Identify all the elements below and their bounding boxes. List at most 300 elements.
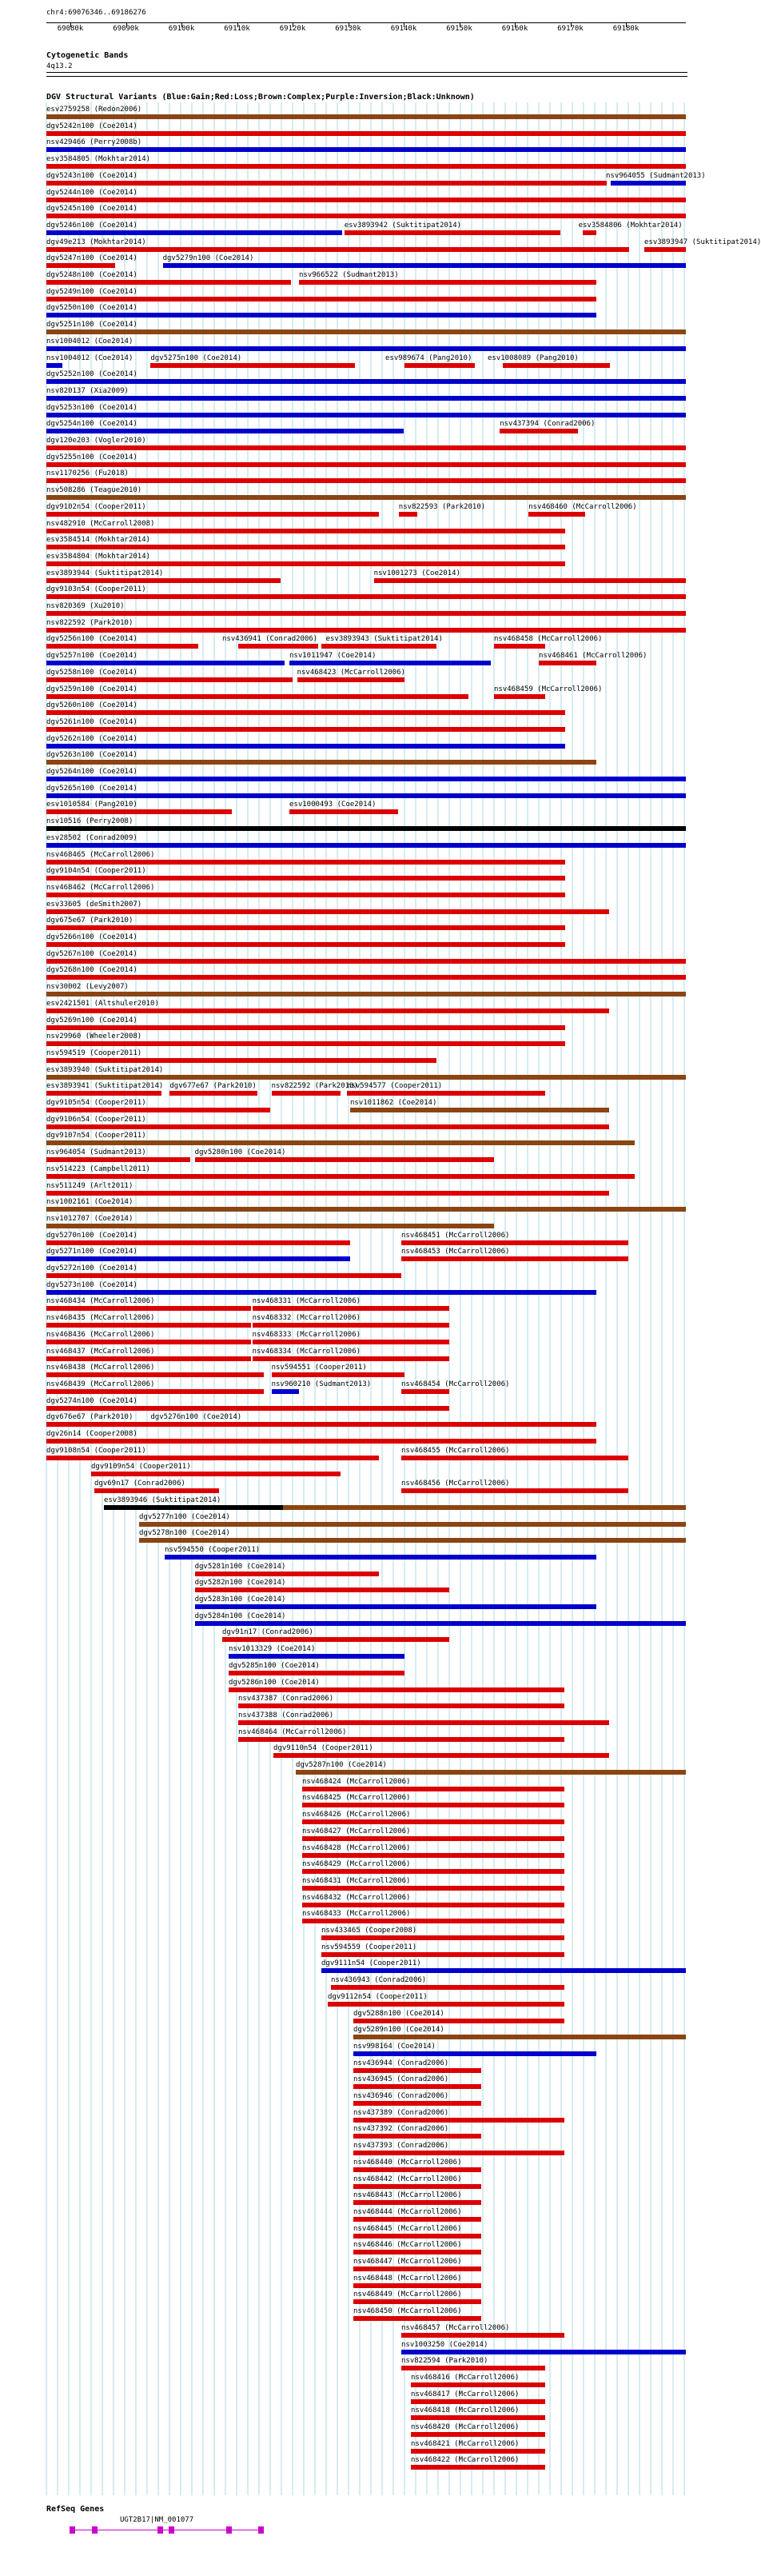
variant-bar-red[interactable] — [401, 2366, 545, 2370]
variant-label[interactable]: dgv5274n100 (Coe2014) — [46, 1396, 137, 1405]
variant-bar-red[interactable] — [411, 2399, 545, 2404]
variant-label[interactable]: nsv433465 (Cooper2008) — [321, 1927, 417, 1935]
variant-label[interactable]: dgv5264n100 (Coe2014) — [46, 768, 137, 776]
variant-bar-red[interactable] — [302, 1819, 564, 1824]
variant-bar-blue[interactable] — [289, 661, 491, 665]
variant-bar-red[interactable] — [46, 710, 565, 715]
variant-bar-blue[interactable] — [165, 1555, 596, 1560]
variant-label[interactable]: dgv5245n100 (Coe2014) — [46, 205, 137, 214]
variant-label[interactable]: esv3584806 (Mokhtar2014) — [578, 221, 683, 230]
variant-label[interactable]: nsv437388 (Conrad2006) — [238, 1711, 334, 1719]
variant-label[interactable]: nsv468449 (McCarroll2006) — [353, 2290, 462, 2299]
variant-bar-red[interactable] — [46, 1008, 609, 1013]
variant-label[interactable]: nsv437392 (Conrad2006) — [353, 2125, 449, 2134]
variant-bar-brown[interactable] — [46, 1207, 686, 1212]
variant-bar-red[interactable] — [302, 1903, 564, 1907]
variant-bar-red[interactable] — [401, 2333, 564, 2338]
variant-label[interactable]: dgv5272n100 (Coe2014) — [46, 1264, 137, 1272]
variant-bar-brown[interactable] — [46, 1140, 635, 1145]
variant-bar-red[interactable] — [353, 2200, 481, 2205]
variant-bar-red[interactable] — [253, 1340, 449, 1344]
variant-label[interactable]: dgv5269n100 (Coe2014) — [46, 1016, 137, 1024]
variant-label[interactable]: dgv5277n100 (Coe2014) — [139, 1512, 230, 1521]
variant-label[interactable]: nsv29960 (Wheeler2008) — [46, 1032, 142, 1041]
variant-bar-red[interactable] — [404, 363, 475, 368]
variant-label[interactable]: dgv5257n100 (Coe2014) — [46, 652, 137, 661]
variant-bar-red[interactable] — [150, 363, 354, 368]
variant-bar-brown[interactable] — [46, 329, 686, 334]
variant-bar-red[interactable] — [46, 561, 565, 566]
variant-bar-blue[interactable] — [46, 379, 686, 384]
variant-label[interactable]: nsv468457 (McCarroll2006) — [401, 2323, 510, 2332]
variant-bar-red[interactable] — [253, 1306, 449, 1311]
variant-bar-red[interactable] — [494, 644, 545, 649]
variant-bar-red[interactable] — [253, 1356, 449, 1361]
variant-label[interactable]: nsv436941 (Conrad2006) — [222, 635, 318, 644]
variant-bar-red[interactable] — [46, 694, 468, 699]
variant-bar-red[interactable] — [46, 1108, 270, 1112]
variant-label[interactable]: nsv822594 (Park2010) — [401, 2357, 488, 2366]
variant-label[interactable]: nsv437394 (Conrad2006) — [500, 420, 596, 429]
variant-bar-red[interactable] — [229, 1671, 404, 1675]
variant-bar-red[interactable] — [46, 1240, 350, 1245]
variant-bar-red[interactable] — [46, 1306, 251, 1311]
variant-bar-blue[interactable] — [272, 1389, 299, 1394]
variant-label[interactable]: nsv468418 (McCarroll2006) — [411, 2406, 520, 2415]
variant-label[interactable]: esv3584805 (Mokhtar2014) — [46, 155, 151, 164]
variant-bar-red[interactable] — [46, 297, 596, 302]
variant-bar-red[interactable] — [222, 1637, 449, 1642]
variant-label[interactable]: dgv5273n100 (Coe2014) — [46, 1280, 137, 1289]
variant-bar-red[interactable] — [411, 2415, 545, 2420]
variant-label[interactable]: dgv5286n100 (Coe2014) — [229, 1678, 320, 1687]
variant-bar-red[interactable] — [503, 363, 610, 368]
variant-label[interactable]: nsv468331 (McCarroll2006) — [252, 1297, 361, 1306]
variant-bar-red[interactable] — [345, 230, 560, 235]
variant-label[interactable]: esv3893940 (Suktitipat2014) — [46, 1065, 164, 1074]
variant-bar-red[interactable] — [46, 1273, 401, 1278]
variant-label[interactable]: nsv468422 (McCarroll2006) — [411, 2456, 520, 2465]
variant-label[interactable]: nsv436943 (Conrad2006) — [331, 1976, 427, 1985]
variant-bar-red[interactable] — [46, 164, 686, 169]
variant-bar-brown[interactable] — [350, 1108, 609, 1112]
variant-bar-red[interactable] — [253, 1323, 449, 1328]
variant-bar-blue[interactable] — [46, 793, 686, 798]
variant-bar-black[interactable] — [104, 1505, 283, 1510]
variant-label[interactable]: nsv1004012 (Coe2014) — [46, 337, 133, 345]
variant-label[interactable]: nsv468424 (McCarroll2006) — [302, 1777, 411, 1786]
variant-label[interactable]: nsv468426 (McCarroll2006) — [302, 1811, 411, 1819]
variant-bar-blue[interactable] — [46, 396, 686, 401]
variant-label[interactable]: nsv964055 (Sudmant2013) — [606, 171, 706, 180]
variant-bar-red[interactable] — [150, 1422, 596, 1427]
variant-label[interactable]: dgv5253n100 (Coe2014) — [46, 403, 137, 412]
variant-bar-blue[interactable] — [46, 413, 686, 417]
variant-label[interactable]: dgv5249n100 (Coe2014) — [46, 287, 137, 296]
variant-label[interactable]: nsv468437 (McCarroll2006) — [46, 1347, 155, 1356]
variant-bar-brown[interactable] — [139, 1538, 686, 1543]
variant-bar-red[interactable] — [353, 2084, 481, 2089]
variant-label[interactable]: nsv1013329 (Coe2014) — [229, 1645, 316, 1654]
variant-label[interactable]: nsv960210 (Sudmant2013) — [271, 1380, 372, 1388]
variant-label[interactable]: dgv49e213 (Mokhtar2014) — [46, 238, 146, 246]
variant-label[interactable]: dgv5279n100 (Coe2014) — [162, 254, 254, 263]
variant-bar-red[interactable] — [302, 1803, 564, 1807]
variant-label[interactable]: dgv5242n100 (Coe2014) — [46, 122, 137, 130]
variant-bar-red[interactable] — [353, 2101, 481, 2106]
variant-bar-red[interactable] — [321, 1935, 564, 1940]
variant-bar-red[interactable] — [46, 1025, 565, 1030]
variant-bar-red[interactable] — [353, 2283, 481, 2288]
variant-label[interactable]: esv3893941 (Suktitipat2014) — [46, 1082, 164, 1091]
variant-bar-blue[interactable] — [195, 1604, 596, 1609]
variant-bar-red[interactable] — [353, 2266, 481, 2271]
variant-label[interactable]: nsv1011947 (Coe2014) — [289, 652, 377, 661]
variant-bar-red[interactable] — [46, 611, 686, 616]
variant-label[interactable]: nsv468458 (McCarroll2006) — [494, 635, 603, 644]
variant-bar-brown[interactable] — [161, 1075, 686, 1080]
variant-label[interactable]: dgv5287n100 (Coe2014) — [296, 1761, 387, 1769]
variant-bar-red[interactable] — [353, 2167, 481, 2172]
variant-bar-blue[interactable] — [46, 346, 686, 351]
variant-label[interactable]: dgv9107n54 (Cooper2011) — [46, 1132, 146, 1140]
variant-bar-blue[interactable] — [46, 1290, 596, 1295]
variant-bar-red[interactable] — [46, 1439, 596, 1444]
variant-label[interactable]: nsv468421 (McCarroll2006) — [411, 2439, 520, 2448]
variant-bar-brown[interactable] — [283, 1505, 686, 1510]
variant-bar-red[interactable] — [353, 2118, 564, 2123]
variant-bar-red[interactable] — [353, 2134, 481, 2139]
variant-label[interactable]: nsv482910 (McCarroll2008) — [46, 519, 155, 528]
variant-bar-red[interactable] — [331, 1985, 564, 1990]
variant-bar-blue[interactable] — [163, 263, 686, 268]
variant-label[interactable]: nsv468455 (McCarroll2006) — [401, 1446, 510, 1455]
variant-label[interactable]: nsv468451 (McCarroll2006) — [401, 1231, 510, 1240]
variant-label[interactable]: esv1010584 (Pang2010) — [46, 801, 137, 809]
variant-label[interactable]: dgv5247n100 (Coe2014) — [46, 254, 137, 263]
variant-label[interactable]: dgv120e203 (Vogler2010) — [46, 437, 146, 445]
variant-bar-red[interactable] — [46, 1157, 190, 1162]
variant-bar-red[interactable] — [46, 1124, 609, 1129]
variant-bar-red[interactable] — [302, 1886, 564, 1891]
variant-label[interactable]: dgv5248n100 (Coe2014) — [46, 271, 137, 279]
variant-bar-black[interactable] — [46, 826, 686, 831]
variant-label[interactable]: nsv1003250 (Coe2014) — [401, 2340, 488, 2349]
variant-label[interactable]: dgv5259n100 (Coe2014) — [46, 685, 137, 693]
variant-label[interactable]: nsv468431 (McCarroll2006) — [302, 1876, 411, 1885]
variant-label[interactable]: esv3584804 (Mokhtar2014) — [46, 552, 151, 561]
variant-label[interactable]: esv28502 (Conrad2009) — [46, 833, 137, 842]
variant-label[interactable]: dgv91n17 (Conrad2006) — [222, 1628, 313, 1637]
variant-bar-brown[interactable] — [139, 1522, 686, 1527]
variant-bar-red[interactable] — [46, 1356, 251, 1361]
variant-bar-red[interactable] — [297, 677, 404, 682]
variant-label[interactable]: nsv468434 (McCarroll2006) — [46, 1297, 155, 1306]
variant-label[interactable]: nsv436946 (Conrad2006) — [353, 2092, 449, 2100]
variant-label[interactable]: nsv436945 (Conrad2006) — [353, 2075, 449, 2084]
variant-bar-brown[interactable] — [46, 1224, 494, 1228]
variant-bar-red[interactable] — [46, 263, 115, 268]
variant-label[interactable]: nsv594550 (Cooper2011) — [165, 1545, 261, 1554]
variant-label[interactable]: nsv468440 (McCarroll2006) — [353, 2158, 462, 2167]
variant-label[interactable]: dgv5275n100 (Coe2014) — [150, 353, 242, 362]
variant-bar-red[interactable] — [302, 1919, 564, 1923]
variant-label[interactable]: nsv1001273 (Coe2014) — [373, 569, 460, 577]
variant-label[interactable]: dgv5244n100 (Coe2014) — [46, 188, 137, 197]
variant-bar-brown[interactable] — [46, 760, 596, 765]
variant-bar-red[interactable] — [528, 512, 584, 517]
variant-bar-red[interactable] — [46, 1372, 264, 1377]
variant-label[interactable]: dgv5243n100 (Coe2014) — [46, 171, 137, 180]
variant-label[interactable]: nsv468454 (McCarroll2006) — [401, 1380, 510, 1388]
variant-bar-red[interactable] — [583, 230, 596, 235]
variant-bar-red[interactable] — [94, 1488, 219, 1493]
variant-bar-red[interactable] — [238, 1720, 609, 1725]
variant-bar-brown[interactable] — [353, 2035, 686, 2039]
variant-bar-red[interactable] — [46, 1041, 565, 1046]
variant-label[interactable]: nsv822592 (Park2010) — [46, 618, 133, 627]
variant-bar-red[interactable] — [353, 2019, 564, 2023]
variant-label[interactable]: dgv676e67 (Park2010) — [46, 1413, 133, 1422]
variant-label[interactable]: dgv677e67 (Park2010) — [169, 1082, 257, 1091]
variant-label[interactable]: esv3893943 (Suktitipat2014) — [325, 635, 443, 644]
variant-label[interactable]: nsv468450 (McCarroll2006) — [353, 2307, 462, 2316]
variant-label[interactable]: nsv468459 (McCarroll2006) — [494, 685, 603, 693]
variant-bar-red[interactable] — [91, 1472, 341, 1476]
variant-label[interactable]: nsv1170256 (Fu2018) — [46, 469, 129, 478]
variant-bar-brown[interactable] — [46, 1075, 161, 1080]
variant-bar-red[interactable] — [401, 1488, 628, 1493]
variant-bar-red[interactable] — [46, 1191, 609, 1196]
variant-bar-red[interactable] — [401, 1456, 628, 1460]
variant-bar-blue[interactable] — [46, 661, 285, 665]
variant-bar-red[interactable] — [411, 2449, 545, 2454]
variant-bar-red[interactable] — [401, 1256, 628, 1261]
variant-bar-red[interactable] — [302, 1836, 564, 1841]
variant-label[interactable]: dgv5255n100 (Coe2014) — [46, 453, 137, 461]
variant-bar-red[interactable] — [411, 2432, 545, 2437]
variant-bar-red[interactable] — [302, 1869, 564, 1874]
variant-label[interactable]: nsv468465 (McCarroll2006) — [46, 850, 155, 859]
variant-bar-brown[interactable] — [46, 114, 686, 119]
variant-label[interactable]: nsv468428 (McCarroll2006) — [302, 1843, 411, 1852]
variant-bar-red[interactable] — [46, 512, 379, 517]
variant-label[interactable]: nsv594551 (Cooper2011) — [271, 1364, 367, 1372]
variant-label[interactable]: nsv468453 (McCarroll2006) — [401, 1248, 510, 1256]
variant-label[interactable]: nsv30002 (Levy2007) — [46, 983, 129, 992]
variant-label[interactable]: nsv468464 (McCarroll2006) — [238, 1727, 347, 1736]
variant-label[interactable]: dgv9111n54 (Cooper2011) — [321, 1959, 421, 1968]
variant-bar-red[interactable] — [46, 198, 686, 202]
variant-bar-red[interactable] — [46, 578, 281, 583]
variant-label[interactable]: esv3893944 (Suktitipat2014) — [46, 569, 164, 577]
variant-bar-red[interactable] — [46, 1058, 436, 1063]
variant-bar-red[interactable] — [46, 1323, 251, 1328]
gene-label[interactable]: UGT2B17|NM_001077 — [120, 2516, 194, 2524]
variant-label[interactable]: esv3893947 (Suktitipat2014) — [644, 238, 761, 246]
variant-label[interactable]: nsv468417 (McCarroll2006) — [411, 2390, 520, 2398]
variant-bar-red[interactable] — [302, 1853, 564, 1858]
variant-bar-red[interactable] — [238, 1703, 564, 1708]
variant-bar-red[interactable] — [302, 1787, 564, 1791]
variant-bar-red[interactable] — [272, 1372, 404, 1377]
variant-label[interactable]: nsv468461 (McCarroll2006) — [539, 652, 647, 661]
variant-bar-brown[interactable] — [46, 992, 686, 996]
variant-bar-red[interactable] — [46, 1422, 150, 1427]
variant-label[interactable]: esv1000493 (Coe2014) — [289, 801, 377, 809]
variant-label[interactable]: nsv437393 (Conrad2006) — [353, 2142, 449, 2151]
variant-bar-red[interactable] — [46, 247, 629, 252]
variant-label[interactable]: nsv1012707 (Coe2014) — [46, 1214, 133, 1223]
variant-bar-red[interactable] — [46, 181, 607, 186]
variant-label[interactable]: dgv9103n54 (Cooper2011) — [46, 585, 146, 594]
variant-label[interactable]: esv3893942 (Suktitipat2014) — [344, 221, 462, 230]
variant-label[interactable]: nsv514223 (Campbell2011) — [46, 1164, 151, 1173]
variant-label[interactable]: nsv508286 (Teague2010) — [46, 486, 142, 495]
variant-bar-red[interactable] — [46, 1340, 251, 1344]
variant-bar-red[interactable] — [46, 628, 686, 633]
variant-label[interactable]: dgv9104n54 (Cooper2011) — [46, 867, 146, 876]
variant-label[interactable]: nsv820137 (Xia2009) — [46, 386, 129, 395]
variant-bar-red[interactable] — [644, 247, 686, 252]
variant-bar-red[interactable] — [353, 2068, 481, 2073]
variant-label[interactable]: nsv822592 (Park2010) — [271, 1082, 358, 1091]
variant-label[interactable]: nsv468420 (McCarroll2006) — [411, 2423, 520, 2431]
variant-bar-red[interactable] — [272, 1091, 341, 1096]
variant-bar-red[interactable] — [46, 131, 686, 136]
variant-bar-red[interactable] — [494, 694, 545, 699]
variant-label[interactable]: dgv5265n100 (Coe2014) — [46, 784, 137, 793]
variant-label[interactable]: nsv468447 (McCarroll2006) — [353, 2258, 462, 2266]
variant-label[interactable]: nsv468460 (McCarroll2006) — [528, 502, 637, 511]
variant-bar-red[interactable] — [328, 2002, 564, 2007]
variant-bar-red[interactable] — [321, 1952, 564, 1957]
variant-bar-blue[interactable] — [46, 230, 342, 235]
variant-label[interactable]: nsv511249 (Arlt2011) — [46, 1181, 133, 1190]
variant-label[interactable]: dgv5258n100 (Coe2014) — [46, 668, 137, 677]
variant-bar-red[interactable] — [500, 429, 578, 433]
variant-label[interactable]: nsv964054 (Sudmant2013) — [46, 1148, 146, 1157]
variant-bar-red[interactable] — [238, 1737, 564, 1742]
variant-bar-blue[interactable] — [46, 1256, 350, 1261]
variant-label[interactable]: nsv594559 (Cooper2011) — [321, 1943, 417, 1951]
variant-bar-red[interactable] — [195, 1157, 494, 1162]
variant-label[interactable]: esv989674 (Pang2010) — [385, 353, 472, 362]
variant-bar-red[interactable] — [46, 876, 565, 881]
variant-bar-red[interactable] — [46, 478, 686, 483]
variant-bar-red[interactable] — [411, 2382, 545, 2387]
variant-label[interactable]: dgv5263n100 (Coe2014) — [46, 751, 137, 760]
variant-bar-red[interactable] — [374, 578, 686, 583]
variant-label[interactable]: nsv468432 (McCarroll2006) — [302, 1893, 411, 1902]
variant-label[interactable]: nsv429466 (Perry2008b) — [46, 138, 142, 147]
variant-bar-brown[interactable] — [296, 1770, 686, 1775]
variant-bar-red[interactable] — [46, 280, 291, 285]
variant-label[interactable]: nsv468423 (McCarroll2006) — [297, 668, 406, 677]
variant-bar-blue[interactable] — [353, 2051, 596, 2056]
variant-label[interactable]: nsv822593 (Park2010) — [398, 502, 486, 511]
variant-bar-blue[interactable] — [46, 843, 686, 848]
variant-label[interactable]: nsv468332 (McCarroll2006) — [252, 1314, 361, 1323]
variant-label[interactable]: nsv1011862 (Coe2014) — [350, 1099, 437, 1107]
variant-label[interactable]: dgv5262n100 (Coe2014) — [46, 734, 137, 743]
variant-label[interactable]: nsv468334 (McCarroll2006) — [252, 1347, 361, 1356]
variant-bar-red[interactable] — [46, 594, 686, 599]
variant-label[interactable]: dgv69n17 (Conrad2006) — [94, 1480, 185, 1488]
variant-bar-red[interactable] — [46, 644, 198, 649]
variant-bar-red[interactable] — [321, 644, 436, 649]
variant-label[interactable]: nsv468435 (McCarroll2006) — [46, 1314, 155, 1323]
variant-label[interactable]: dgv5280n100 (Coe2014) — [194, 1148, 286, 1157]
variant-label[interactable]: nsv10516 (Perry2008) — [46, 817, 133, 826]
variant-bar-red[interactable] — [46, 860, 565, 865]
variant-label[interactable]: dgv5288n100 (Coe2014) — [353, 2009, 444, 2018]
variant-bar-blue[interactable] — [611, 181, 686, 186]
variant-bar-blue[interactable] — [401, 2350, 686, 2354]
variant-bar-red[interactable] — [46, 1091, 161, 1096]
variant-label[interactable]: dgv5250n100 (Coe2014) — [46, 304, 137, 313]
variant-bar-red[interactable] — [353, 2316, 481, 2321]
variant-bar-red[interactable] — [46, 942, 565, 947]
variant-label[interactable]: dgv5285n100 (Coe2014) — [229, 1661, 320, 1670]
variant-label[interactable]: dgv9108n54 (Cooper2011) — [46, 1446, 146, 1455]
variant-label[interactable]: dgv5289n100 (Coe2014) — [353, 2026, 444, 2035]
variant-label[interactable]: nsv594577 (Cooper2011) — [347, 1082, 443, 1091]
variant-bar-red[interactable] — [46, 975, 686, 980]
variant-label[interactable]: dgv5252n100 (Coe2014) — [46, 370, 137, 379]
variant-label[interactable]: esv33605 (deSmith2007) — [46, 900, 142, 909]
variant-label[interactable]: nsv468445 (McCarroll2006) — [353, 2224, 462, 2233]
variant-label[interactable]: nsv468433 (McCarroll2006) — [302, 1910, 411, 1919]
variant-label[interactable]: esv2759258 (Redon2006) — [46, 106, 142, 114]
variant-bar-red[interactable] — [299, 280, 596, 285]
variant-label[interactable]: dgv5267n100 (Coe2014) — [46, 949, 137, 958]
variant-label[interactable]: nsv468438 (McCarroll2006) — [46, 1364, 155, 1372]
variant-bar-red[interactable] — [539, 661, 596, 665]
variant-bar-red[interactable] — [353, 2217, 481, 2222]
variant-bar-blue[interactable] — [46, 147, 686, 152]
variant-label[interactable]: nsv966522 (Sudmant2013) — [299, 271, 399, 279]
variant-bar-red[interactable] — [46, 529, 565, 533]
variant-label[interactable]: nsv468456 (McCarroll2006) — [401, 1480, 510, 1488]
variant-label[interactable]: nsv594519 (Cooper2011) — [46, 1048, 142, 1057]
variant-bar-red[interactable] — [353, 2299, 481, 2304]
variant-label[interactable]: dgv5260n100 (Coe2014) — [46, 701, 137, 710]
variant-label[interactable]: dgv5266n100 (Coe2014) — [46, 933, 137, 941]
variant-bar-red[interactable] — [195, 1572, 379, 1576]
variant-bar-blue[interactable] — [229, 1654, 404, 1659]
variant-label[interactable]: nsv468427 (McCarroll2006) — [302, 1827, 411, 1835]
variant-label[interactable]: nsv436944 (Conrad2006) — [353, 2059, 449, 2067]
variant-label[interactable]: dgv9105n54 (Cooper2011) — [46, 1099, 146, 1107]
variant-bar-blue[interactable] — [46, 313, 596, 318]
variant-bar-blue[interactable] — [46, 777, 686, 781]
variant-bar-blue[interactable] — [195, 1621, 686, 1626]
variant-bar-red[interactable] — [46, 214, 686, 218]
variant-label[interactable]: nsv468416 (McCarroll2006) — [411, 2373, 520, 2382]
variant-bar-red[interactable] — [238, 644, 318, 649]
variant-label[interactable]: nsv468444 (McCarroll2006) — [353, 2207, 462, 2216]
variant-label[interactable]: dgv5283n100 (Coe2014) — [194, 1596, 286, 1604]
variant-label[interactable]: dgv5254n100 (Coe2014) — [46, 420, 137, 429]
variant-label[interactable]: dgv5282n100 (Coe2014) — [194, 1579, 286, 1588]
variant-label[interactable]: nsv468443 (McCarroll2006) — [353, 2191, 462, 2200]
variant-bar-blue[interactable] — [46, 363, 62, 368]
variant-bar-red[interactable] — [169, 1091, 257, 1096]
variant-bar-red[interactable] — [46, 677, 293, 682]
variant-label[interactable]: esv3893946 (Suktitipat2014) — [104, 1496, 221, 1504]
variant-bar-brown[interactable] — [46, 495, 686, 500]
